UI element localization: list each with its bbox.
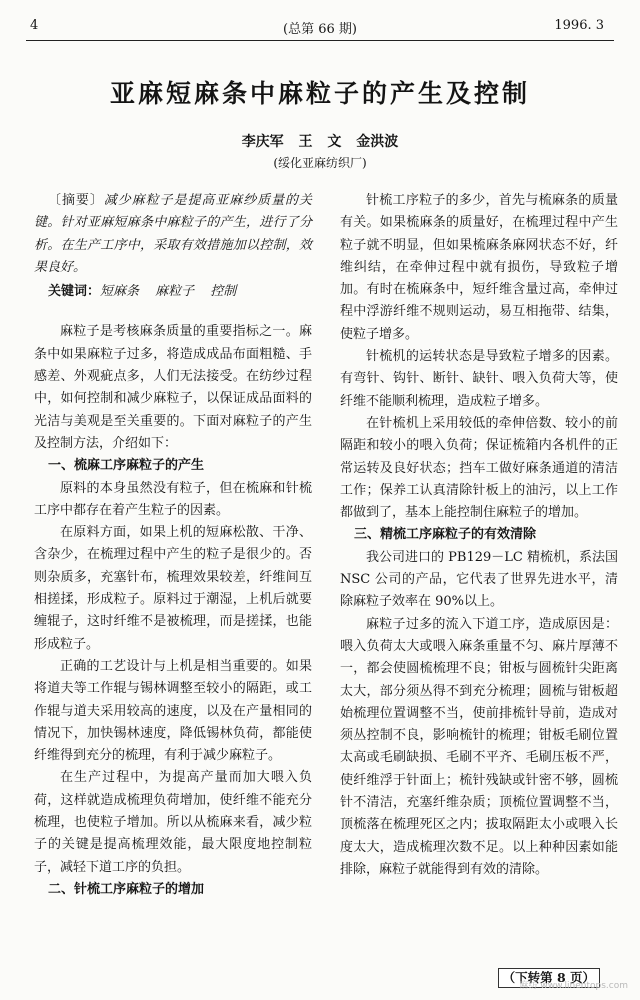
section2-paragraph-3: 在针梳机上采用较低的牵伸倍数、较小的前隔距和较小的喂入负荷；保证梳箱内各机件的正常运转及良好状态；挡车工做好麻条通道的清洁工作；保养工认真清除针板上的油污，以上工作都做到了，基本上能控制住麻粒子的增加。 (340, 415, 618, 521)
abstract-paragraph (34, 190, 312, 279)
abstract-label: 〔摘要〕 (48, 193, 104, 208)
author-affiliation: (绥化亚麻纺织厂) (273, 156, 367, 170)
article-authors: 李庆军 王 文 金洪波 (241, 134, 399, 150)
abstract-gap (34, 303, 312, 321)
watermark: 麻纺 www.linentops.com (519, 981, 628, 991)
left-column (34, 190, 312, 901)
keywords-terms: 短麻条 麻粒子 控制 (100, 284, 237, 300)
right-column (340, 190, 618, 881)
section2-paragraph-2: 针梳机的运转状态是导致粒子增多的因素。有弯针、钩针、断针、缺针、喂入负荷大等，使纤维不能顺利梳理，造成粒子增多。 (340, 349, 618, 409)
section1-paragraph-2: 在原料方面，如果上机的短麻松散、干净、含杂少，在梳理过程中产生的粒子是很少的。否则杂质多，充塞针布，梳理效果较差，纤维间互相搓揉，形成粒子。原料过于潮湿，上机后就要缠辊子，这时纤维不是被梳理，而是搓揉，也能形成粒子。 (34, 525, 312, 652)
section1-paragraph-1: 原料的本身虽然没有粒子，但在梳麻和针梳工序中都存在着产生粒子的因素。 (34, 480, 312, 518)
article-title: 亚麻短麻条中麻粒子的产生及控制 (109, 79, 530, 108)
keywords (34, 281, 312, 303)
keywords-label: 关键词： (48, 284, 101, 300)
issue-date: 1996. 3 (554, 18, 604, 33)
section3-paragraph-1: 我公司进口的 PB129－LC 精梳机，系法国 NSC 公司的产品，它代表了世界先进水平，清除麻粒子效率在 90%以上。 (340, 549, 618, 610)
section1-paragraph-4: 在生产过程中，为提高产量而加大喂入负荷，这样就造成梳理负荷增加，使纤维不能充分梳理，也使粒子增加。所以从梳麻来看，减少粒子的关键是提高梳理效能，最大限度地控制粒子，减轻下道工序的负担。 (34, 770, 312, 875)
section-heading-3: 三、精梳工序麻粒子的有效清除 (354, 527, 537, 543)
section-heading-2: 二、针梳工序麻粒子的增加 (48, 881, 205, 897)
issue-number: (总第 66 期) (283, 22, 357, 37)
intro-paragraph: 麻粒子是考核麻条质量的重要指标之一。麻条中如果麻粒子过多，将造成成品布面粗糙、手感差、外观疵点多，人们无法接受。在纺纱过程中，如何控制和减少麻粒子，以保证成品面料的光洁与美观是至关重要的。下面对麻粒子的产生及控制方法，介绍如下： (34, 324, 312, 451)
page-header (0, 0, 640, 44)
section1-paragraph-3: 正确的工艺设计与上机是相当重要的。如果将道夫等工作辊与锡林调整至较小的隔距，或工作辊与道夫采用较高的速度，以及在产量相同的情况下，加快锡林速度，降低锡林负荷，都能使纤维得到充分的梳理，有利于减少麻粒子。 (34, 658, 312, 764)
page-number: 4 (30, 18, 39, 33)
section-heading-1: 一、梳麻工序麻粒子的产生 (48, 458, 205, 474)
section2-paragraph-1: 针梳工序粒子的多少，首先与梳麻条的质量有关。如果梳麻条的质量好，在梳理过程中产生粒子就不明显，但如果梳麻条麻网状态不好，纤维纠结，在牵伸过程中就有损伤，导致粒子增加。有时在梳麻条中，短纤维含量过高，牵伸过程中浮游纤维不规则运动，易互相拖带、结集，使粒子增多。 (340, 193, 618, 342)
abstract-text: 减少麻粒子是提高亚麻纱质量的关键。针对亚麻短麻条中麻粒子的产生，进行了分析。在生产工序中，采取有效措施加以控制，效果良好。 (34, 193, 312, 275)
abstract (34, 190, 312, 279)
continued-note: （下转第 8 页） (498, 968, 600, 988)
section3-paragraph-2: 麻粒子过多的流入下道工序，造成原因是：喂入负荷太大或喂入麻条重量不匀、麻片厚薄不一，都会使圆梳梳理不良；钳板与圆梳针尖距离太大，部分须丛得不到充分梳理；圆梳与钳板超始梳理位置调整不当，使前排梳针导前，造成对须丛控制不良，影响梳针的梳理；钳板毛刷位置太高或毛刷缺损、毛刷不平齐、毛刷压板不严，使纤维浮于针面上；梳针残缺或针密不够，圆梳针不清洁，充塞纤维杂质；顶梳位置调整不当，顶梳落在梳理死区之内；拔取隔距太小或喂入长度太大，造成梳理次数不足。以上种种因素如能排除，麻粒子就能得到有效的清除。 (340, 616, 618, 877)
header-rule (26, 40, 614, 41)
